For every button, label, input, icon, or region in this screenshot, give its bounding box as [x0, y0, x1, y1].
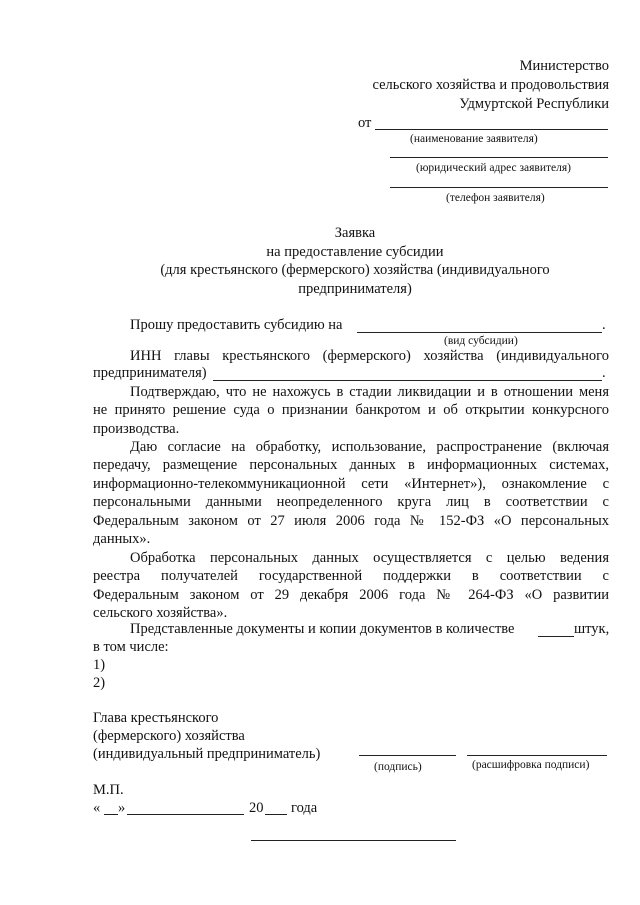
applicant-phone-caption: (телефон заявителя) — [446, 192, 545, 204]
title-line-1: Заявка — [334, 225, 376, 241]
liquidation-line-1: Подтверждаю, что не нахожусь в стадии ликвидации и в отношении меня — [130, 384, 609, 400]
date-month-line[interactable] — [127, 814, 244, 815]
signature-decoding-caption: (расшифровка подписи) — [472, 759, 590, 771]
consent-paragraph — [93, 438, 609, 548]
liquidation-line-2: не принято решение суда о признании банкротом и об открытии конкурсного — [93, 402, 609, 419]
date-year-word: года — [291, 800, 318, 816]
signature-line[interactable] — [359, 755, 456, 756]
subsidy-type-line[interactable] — [357, 332, 602, 333]
request-end: . — [602, 317, 606, 333]
inn-field-line[interactable] — [213, 380, 602, 381]
consent-line-1: Даю согласие на обработку, использование, распространение (включая — [130, 439, 609, 455]
date-close-quote: » — [118, 800, 126, 816]
inn-paragraph — [93, 347, 609, 365]
title-line-3: (для крестьянского (фермерского) хозяйства (индивидуального — [160, 262, 550, 278]
title-line-2: на предоставление субсидии — [266, 244, 444, 260]
bottom-separator — [251, 840, 456, 841]
documents-item-1: 1) — [93, 657, 106, 673]
processing-line-4: сельского хозяйства». — [93, 605, 228, 622]
signature-decoding-line[interactable] — [467, 755, 607, 756]
processing-line-3: Федеральным законом от 29 декабря 2006 года № 264-ФЗ «О развитии — [93, 586, 609, 603]
signature-head-line-1: Глава крестьянского — [93, 710, 219, 726]
applicant-name-caption: (наименование заявителя) — [410, 133, 538, 145]
consent-line-6: данных». — [93, 531, 151, 548]
applicant-name-line[interactable] — [375, 129, 608, 130]
signature-head-line-2: (фермерского) хозяйства — [93, 728, 245, 744]
documents-line-1-end: штук, — [574, 621, 610, 637]
signature-caption: (подпись) — [374, 761, 422, 773]
liquidation-line-3: производства. — [93, 420, 180, 437]
applicant-phone-line[interactable] — [390, 187, 608, 188]
applicant-address-caption: (юридический адрес заявителя) — [416, 162, 571, 174]
inn-line-1: ИНН главы крестьянского (фермерского) хозяйства (индивидуального — [130, 348, 609, 364]
addressee-line-2: сельского хозяйства и продовольствия — [372, 77, 609, 93]
processing-line-1: Обработка персональных данных осуществляется с целью ведения — [130, 550, 609, 566]
signature-head-line-3: (индивидуальный предприниматель) — [93, 746, 321, 762]
date-year-line[interactable] — [265, 814, 287, 815]
date-century: 20 — [249, 800, 264, 816]
inn-end: . — [602, 365, 606, 381]
consent-line-5: Федеральным законом от 27 июля 2006 года № 152-ФЗ «О персональных — [93, 512, 609, 529]
documents-count-line[interactable] — [538, 636, 574, 637]
stamp-label: М.П. — [93, 782, 124, 798]
subsidy-type-caption: (вид субсидии) — [444, 335, 518, 347]
date-open-quote: « — [93, 800, 101, 816]
title-line-4: предпринимателя) — [298, 281, 412, 297]
documents-line-1: Представленные документы и копии документов в количестве — [130, 621, 515, 637]
date-day-line[interactable] — [104, 814, 118, 815]
addressee-line-1: Министерство — [519, 58, 609, 74]
consent-line-2: передачу, размещение персональных данных в информационных системах, — [93, 457, 609, 474]
addressee-line-3: Удмуртской Республики — [459, 96, 609, 112]
request-text: Прошу предоставить субсидию на — [130, 317, 343, 333]
from-label: от — [358, 115, 372, 131]
liquidation-paragraph — [93, 383, 609, 438]
consent-line-4: персональными данными неопределенного круга лиц в соответствии с — [93, 494, 609, 511]
applicant-address-line[interactable] — [390, 157, 608, 158]
consent-line-3: информационно-телекоммуникационной сети «Интернет»), ознакомление с — [93, 475, 609, 492]
documents-line-2: в том числе: — [93, 639, 169, 655]
processing-paragraph — [93, 549, 609, 623]
processing-line-2: реестра получателей государственной поддержки в соответствии с — [93, 568, 609, 585]
documents-item-2: 2) — [93, 675, 106, 691]
inn-line-2: предпринимателя) — [93, 365, 207, 381]
